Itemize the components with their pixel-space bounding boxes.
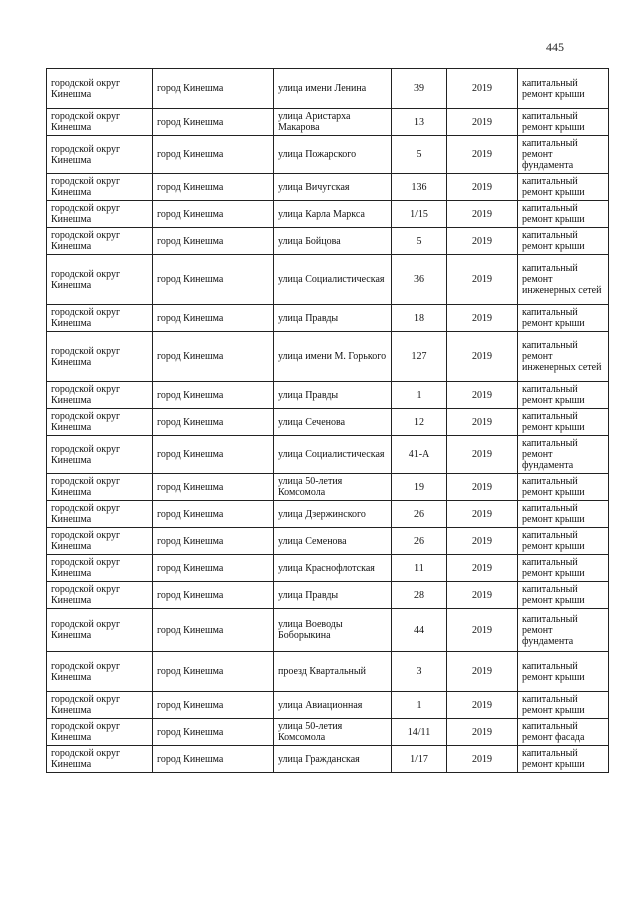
district-cell: городской округ Кинешма — [47, 136, 153, 174]
table-row — [47, 719, 609, 746]
table-row — [47, 555, 609, 582]
city-cell: город Кинешма — [153, 228, 274, 255]
city-cell: город Кинешма — [153, 136, 274, 174]
district-cell: городской округ Кинешма — [47, 474, 153, 501]
year-cell: 2019 — [447, 609, 518, 652]
city-cell: город Кинешма — [153, 332, 274, 382]
house-number-cell: 14/11 — [392, 719, 447, 746]
table-row — [47, 652, 609, 692]
work-type-cell: капитальный ремонт крыши — [518, 109, 609, 136]
year-cell: 2019 — [447, 555, 518, 582]
street-cell: улица Сеченова — [274, 409, 392, 436]
table-row — [47, 501, 609, 528]
street-cell: улица имени Ленина — [274, 69, 392, 109]
housing-repair-table — [46, 68, 609, 773]
house-number-cell: 136 — [392, 174, 447, 201]
year-cell: 2019 — [447, 332, 518, 382]
street-cell: улица имени М. Горького — [274, 332, 392, 382]
table-row — [47, 409, 609, 436]
table-row — [47, 609, 609, 652]
city-cell: город Кинешма — [153, 109, 274, 136]
city-cell: город Кинешма — [153, 305, 274, 332]
work-type-cell: капитальный ремонт крыши — [518, 382, 609, 409]
house-number-cell: 26 — [392, 501, 447, 528]
street-cell: улица Социалистическая — [274, 255, 392, 305]
table-row — [47, 109, 609, 136]
work-type-cell: капитальный ремонт крыши — [518, 409, 609, 436]
work-type-cell: капитальный ремонт инженерных сетей — [518, 332, 609, 382]
city-cell: город Кинешма — [153, 555, 274, 582]
house-number-cell: 39 — [392, 69, 447, 109]
street-cell: улица 50-летия Комсомола — [274, 474, 392, 501]
table-row — [47, 746, 609, 773]
work-type-cell: капитальный ремонт крыши — [518, 652, 609, 692]
year-cell: 2019 — [447, 436, 518, 474]
street-cell: проезд Квартальный — [274, 652, 392, 692]
work-type-cell: капитальный ремонт фундамента — [518, 436, 609, 474]
district-cell: городской округ Кинешма — [47, 609, 153, 652]
house-number-cell: 3 — [392, 652, 447, 692]
work-type-cell: капитальный ремонт крыши — [518, 555, 609, 582]
street-cell: улица Семенова — [274, 528, 392, 555]
city-cell: город Кинешма — [153, 582, 274, 609]
table-row — [47, 174, 609, 201]
work-type-cell: капитальный ремонт крыши — [518, 746, 609, 773]
house-number-cell: 41-А — [392, 436, 447, 474]
house-number-cell: 36 — [392, 255, 447, 305]
table-row — [47, 582, 609, 609]
street-cell: улица Социалистическая — [274, 436, 392, 474]
city-cell: город Кинешма — [153, 382, 274, 409]
table-row — [47, 136, 609, 174]
work-type-cell: капитальный ремонт крыши — [518, 528, 609, 555]
street-cell: улица Правды — [274, 305, 392, 332]
table-row — [47, 332, 609, 382]
city-cell: город Кинешма — [153, 719, 274, 746]
year-cell: 2019 — [447, 582, 518, 609]
district-cell: городской округ Кинешма — [47, 582, 153, 609]
house-number-cell: 12 — [392, 409, 447, 436]
house-number-cell: 44 — [392, 609, 447, 652]
city-cell: город Кинешма — [153, 409, 274, 436]
district-cell: городской округ Кинешма — [47, 332, 153, 382]
house-number-cell: 18 — [392, 305, 447, 332]
year-cell: 2019 — [447, 528, 518, 555]
work-type-cell: капитальный ремонт крыши — [518, 501, 609, 528]
city-cell: город Кинешма — [153, 436, 274, 474]
house-number-cell: 26 — [392, 528, 447, 555]
city-cell: город Кинешма — [153, 474, 274, 501]
table-row — [47, 436, 609, 474]
year-cell: 2019 — [447, 652, 518, 692]
street-cell: улица Пожарского — [274, 136, 392, 174]
district-cell: городской округ Кинешма — [47, 228, 153, 255]
district-cell: городской округ Кинешма — [47, 692, 153, 719]
house-number-cell: 1/15 — [392, 201, 447, 228]
city-cell: город Кинешма — [153, 692, 274, 719]
table-row — [47, 382, 609, 409]
year-cell: 2019 — [447, 746, 518, 773]
district-cell: городской округ Кинешма — [47, 409, 153, 436]
year-cell: 2019 — [447, 228, 518, 255]
house-number-cell: 5 — [392, 136, 447, 174]
district-cell: городской округ Кинешма — [47, 382, 153, 409]
street-cell: улица Авиационная — [274, 692, 392, 719]
work-type-cell: капитальный ремонт крыши — [518, 228, 609, 255]
table-row — [47, 201, 609, 228]
work-type-cell: капитальный ремонт крыши — [518, 582, 609, 609]
work-type-cell: капитальный ремонт крыши — [518, 69, 609, 109]
table-body — [47, 69, 609, 773]
street-cell: улица Гражданская — [274, 746, 392, 773]
city-cell: город Кинешма — [153, 501, 274, 528]
work-type-cell: капитальный ремонт фасада — [518, 719, 609, 746]
district-cell: городской округ Кинешма — [47, 69, 153, 109]
house-number-cell: 5 — [392, 228, 447, 255]
work-type-cell: капитальный ремонт крыши — [518, 692, 609, 719]
city-cell: город Кинешма — [153, 174, 274, 201]
street-cell: улица Вичугская — [274, 174, 392, 201]
year-cell: 2019 — [447, 409, 518, 436]
year-cell: 2019 — [447, 692, 518, 719]
district-cell: городской округ Кинешма — [47, 652, 153, 692]
year-cell: 2019 — [447, 201, 518, 228]
house-number-cell: 28 — [392, 582, 447, 609]
street-cell: улица Правды — [274, 582, 392, 609]
house-number-cell: 127 — [392, 332, 447, 382]
city-cell: город Кинешма — [153, 255, 274, 305]
work-type-cell: капитальный ремонт фундамента — [518, 609, 609, 652]
street-cell: улица Аристарха Макарова — [274, 109, 392, 136]
city-cell: город Кинешма — [153, 69, 274, 109]
street-cell: улица Правды — [274, 382, 392, 409]
city-cell: город Кинешма — [153, 201, 274, 228]
house-number-cell: 1 — [392, 692, 447, 719]
street-cell: улица Краснофлотская — [274, 555, 392, 582]
table-row — [47, 69, 609, 109]
city-cell: город Кинешма — [153, 528, 274, 555]
house-number-cell: 1/17 — [392, 746, 447, 773]
street-cell: улица Воеводы Боборыкина — [274, 609, 392, 652]
year-cell: 2019 — [447, 305, 518, 332]
year-cell: 2019 — [447, 501, 518, 528]
district-cell: городской округ Кинешма — [47, 528, 153, 555]
work-type-cell: капитальный ремонт крыши — [518, 305, 609, 332]
district-cell: городской округ Кинешма — [47, 174, 153, 201]
city-cell: город Кинешма — [153, 652, 274, 692]
work-type-cell: капитальный ремонт инженерных сетей — [518, 255, 609, 305]
district-cell: городской округ Кинешма — [47, 555, 153, 582]
year-cell: 2019 — [447, 174, 518, 201]
table-row — [47, 474, 609, 501]
page-number: 445 — [546, 40, 564, 54]
year-cell: 2019 — [447, 382, 518, 409]
table-row — [47, 228, 609, 255]
work-type-cell: капитальный ремонт крыши — [518, 474, 609, 501]
district-cell: городской округ Кинешма — [47, 109, 153, 136]
street-cell: улица Дзержинского — [274, 501, 392, 528]
year-cell: 2019 — [447, 474, 518, 501]
work-type-cell: капитальный ремонт крыши — [518, 174, 609, 201]
district-cell: городской округ Кинешма — [47, 501, 153, 528]
table-row — [47, 692, 609, 719]
work-type-cell: капитальный ремонт фундамента — [518, 136, 609, 174]
district-cell: городской округ Кинешма — [47, 201, 153, 228]
city-cell: город Кинешма — [153, 609, 274, 652]
year-cell: 2019 — [447, 69, 518, 109]
street-cell: улица 50-летия Комсомола — [274, 719, 392, 746]
street-cell: улица Бойцова — [274, 228, 392, 255]
district-cell: городской округ Кинешма — [47, 719, 153, 746]
year-cell: 2019 — [447, 255, 518, 305]
table-row — [47, 255, 609, 305]
house-number-cell: 1 — [392, 382, 447, 409]
district-cell: городской округ Кинешма — [47, 305, 153, 332]
city-cell: город Кинешма — [153, 746, 274, 773]
house-number-cell: 11 — [392, 555, 447, 582]
district-cell: городской округ Кинешма — [47, 255, 153, 305]
house-number-cell: 19 — [392, 474, 447, 501]
district-cell: городской округ Кинешма — [47, 746, 153, 773]
year-cell: 2019 — [447, 719, 518, 746]
year-cell: 2019 — [447, 136, 518, 174]
district-cell: городской округ Кинешма — [47, 436, 153, 474]
year-cell: 2019 — [447, 109, 518, 136]
table-row — [47, 305, 609, 332]
work-type-cell: капитальный ремонт крыши — [518, 201, 609, 228]
table-row — [47, 528, 609, 555]
house-number-cell: 13 — [392, 109, 447, 136]
street-cell: улица Карла Маркса — [274, 201, 392, 228]
